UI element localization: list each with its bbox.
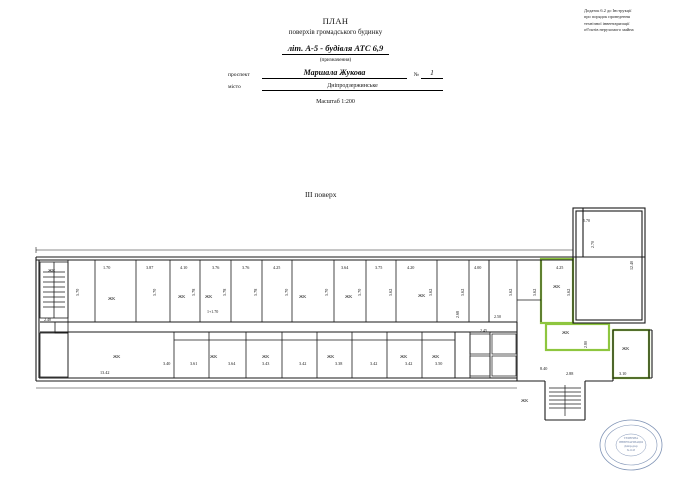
scale-label: Масштаб 1:200 [316, 99, 355, 105]
svg-text:5.70: 5.70 [583, 218, 590, 223]
svg-text:3.38: 3.38 [335, 361, 343, 366]
svg-text:4.25: 4.25 [556, 265, 564, 270]
room-code: ЖК [210, 354, 218, 359]
room-code: ЖК [562, 330, 570, 335]
svg-text:4.10: 4.10 [180, 265, 188, 270]
svg-text:5.70: 5.70 [324, 288, 329, 296]
room-code-labels [48, 268, 630, 403]
svg-text:5.78: 5.78 [222, 288, 227, 296]
highlighted-rooms [541, 259, 649, 378]
svg-text:3.76: 3.76 [212, 265, 220, 270]
room-code: ЖК [345, 294, 353, 299]
svg-text:3.64: 3.64 [341, 265, 349, 270]
room-code: ЖК [400, 354, 408, 359]
floor-caption: III поверх [305, 190, 337, 199]
room-code: ЖК [48, 268, 56, 273]
room-code: ЖК [622, 346, 630, 351]
svg-text:3.42: 3.42 [405, 361, 413, 366]
svg-text:3.43: 3.43 [262, 361, 270, 366]
room-code: ЖК [553, 284, 561, 289]
right-wing-lower [517, 322, 652, 420]
svg-text:2.45: 2.45 [480, 328, 487, 333]
dimensions-top [103, 265, 563, 270]
svg-text:5.70: 5.70 [152, 288, 157, 296]
city-value: Дніпродзержинське [262, 83, 443, 91]
svg-text:8.40: 8.40 [540, 366, 548, 371]
svg-text:3.42: 3.42 [370, 361, 378, 366]
svg-text:5.70: 5.70 [357, 288, 362, 296]
street-value: Маршала Жукова [262, 68, 407, 79]
svg-text:3.87: 3.87 [146, 265, 154, 270]
stamp-line-3: Дніпродзер [624, 445, 638, 448]
number-value: 1 [421, 68, 443, 79]
stamp-text-block [600, 420, 662, 470]
room-code: ЖК [521, 398, 529, 403]
svg-text:5.62: 5.62 [508, 288, 513, 296]
svg-text:2.68: 2.68 [455, 311, 460, 318]
svg-text:5.62: 5.62 [428, 288, 433, 296]
svg-text:2.50: 2.50 [494, 314, 501, 319]
svg-text:5.70: 5.70 [75, 288, 80, 296]
svg-text:12.40: 12.40 [629, 261, 634, 270]
stamp-line-4: №1143 [626, 449, 636, 453]
corner-note-line-1: Додаток 6.2 до Інструкції [584, 8, 632, 13]
room-code: ЖК [327, 354, 335, 359]
corner-note-line-2: про порядок проведення [584, 14, 630, 20]
svg-text:2.88: 2.88 [566, 371, 574, 376]
title-subtitle: поверхів громадського будинку [288, 28, 383, 36]
page-title: ПЛАН [322, 16, 349, 26]
corner-note-line-3: технічної інвентаризації [584, 20, 630, 26]
room-code: ЖК [113, 354, 121, 359]
svg-text:5.62: 5.62 [566, 288, 571, 296]
lower-right-stairwell [549, 385, 581, 416]
room-code: ЖК [418, 293, 426, 298]
svg-text:1+1.70: 1+1.70 [207, 309, 219, 314]
stamp-line-2: ІНВЕНТАРИЗАЦІЯ [619, 440, 643, 444]
svg-text:3.40: 3.40 [163, 361, 171, 366]
room-code: ЖК [178, 294, 186, 299]
svg-text:3.10: 3.10 [619, 371, 627, 376]
room-code: ЖК [299, 294, 307, 299]
top-room-partitions [68, 260, 541, 322]
svg-text:13.42: 13.42 [100, 370, 110, 375]
svg-text:3.75: 3.75 [375, 265, 383, 270]
svg-text:5.78: 5.78 [191, 288, 196, 296]
purpose-note: (призначення) [319, 57, 352, 63]
svg-text:5.62: 5.62 [532, 288, 537, 296]
dimensions-bottom [100, 361, 626, 376]
svg-text:5.70: 5.70 [284, 288, 289, 296]
svg-text:3.50: 3.50 [435, 361, 443, 366]
svg-text:3.64: 3.64 [228, 361, 236, 366]
svg-text:2.40: 2.40 [44, 317, 51, 322]
svg-text:1.70: 1.70 [103, 265, 111, 270]
svg-text:4.20: 4.20 [407, 265, 415, 270]
room-code: ЖК [262, 354, 270, 359]
dimensions-vertical-top [75, 289, 571, 296]
svg-text:5.62: 5.62 [388, 288, 393, 296]
corner-note-line-4: об'єктів нерухомого майна [584, 27, 634, 33]
right-wing-tower [573, 208, 645, 323]
street-label: проспект [228, 72, 250, 78]
stamp-line-1: ТЕХНІЧНА [623, 436, 639, 440]
svg-text:2.70: 2.70 [590, 241, 595, 248]
room-code: ЖК [205, 294, 213, 299]
svg-text:4.25: 4.25 [273, 265, 281, 270]
svg-text:4.00: 4.00 [474, 265, 482, 270]
svg-text:3.61: 3.61 [190, 361, 198, 366]
dimension-ticks [36, 247, 573, 388]
room-code: ЖК [108, 296, 116, 301]
svg-text:3.42: 3.42 [299, 361, 307, 366]
room-code: ЖК [432, 354, 440, 359]
bottom-room-partitions [68, 332, 490, 378]
number-label: № [413, 72, 419, 78]
svg-text:5.62: 5.62 [460, 288, 465, 296]
svg-text:5.78: 5.78 [253, 288, 258, 296]
service-rooms [455, 332, 516, 378]
svg-text:3.76: 3.76 [242, 265, 250, 270]
svg-text:2.80: 2.80 [583, 341, 588, 348]
building-literal: літ. А-5 - будівля АТС 6,9 [282, 43, 390, 55]
city-label: місто [228, 84, 241, 90]
